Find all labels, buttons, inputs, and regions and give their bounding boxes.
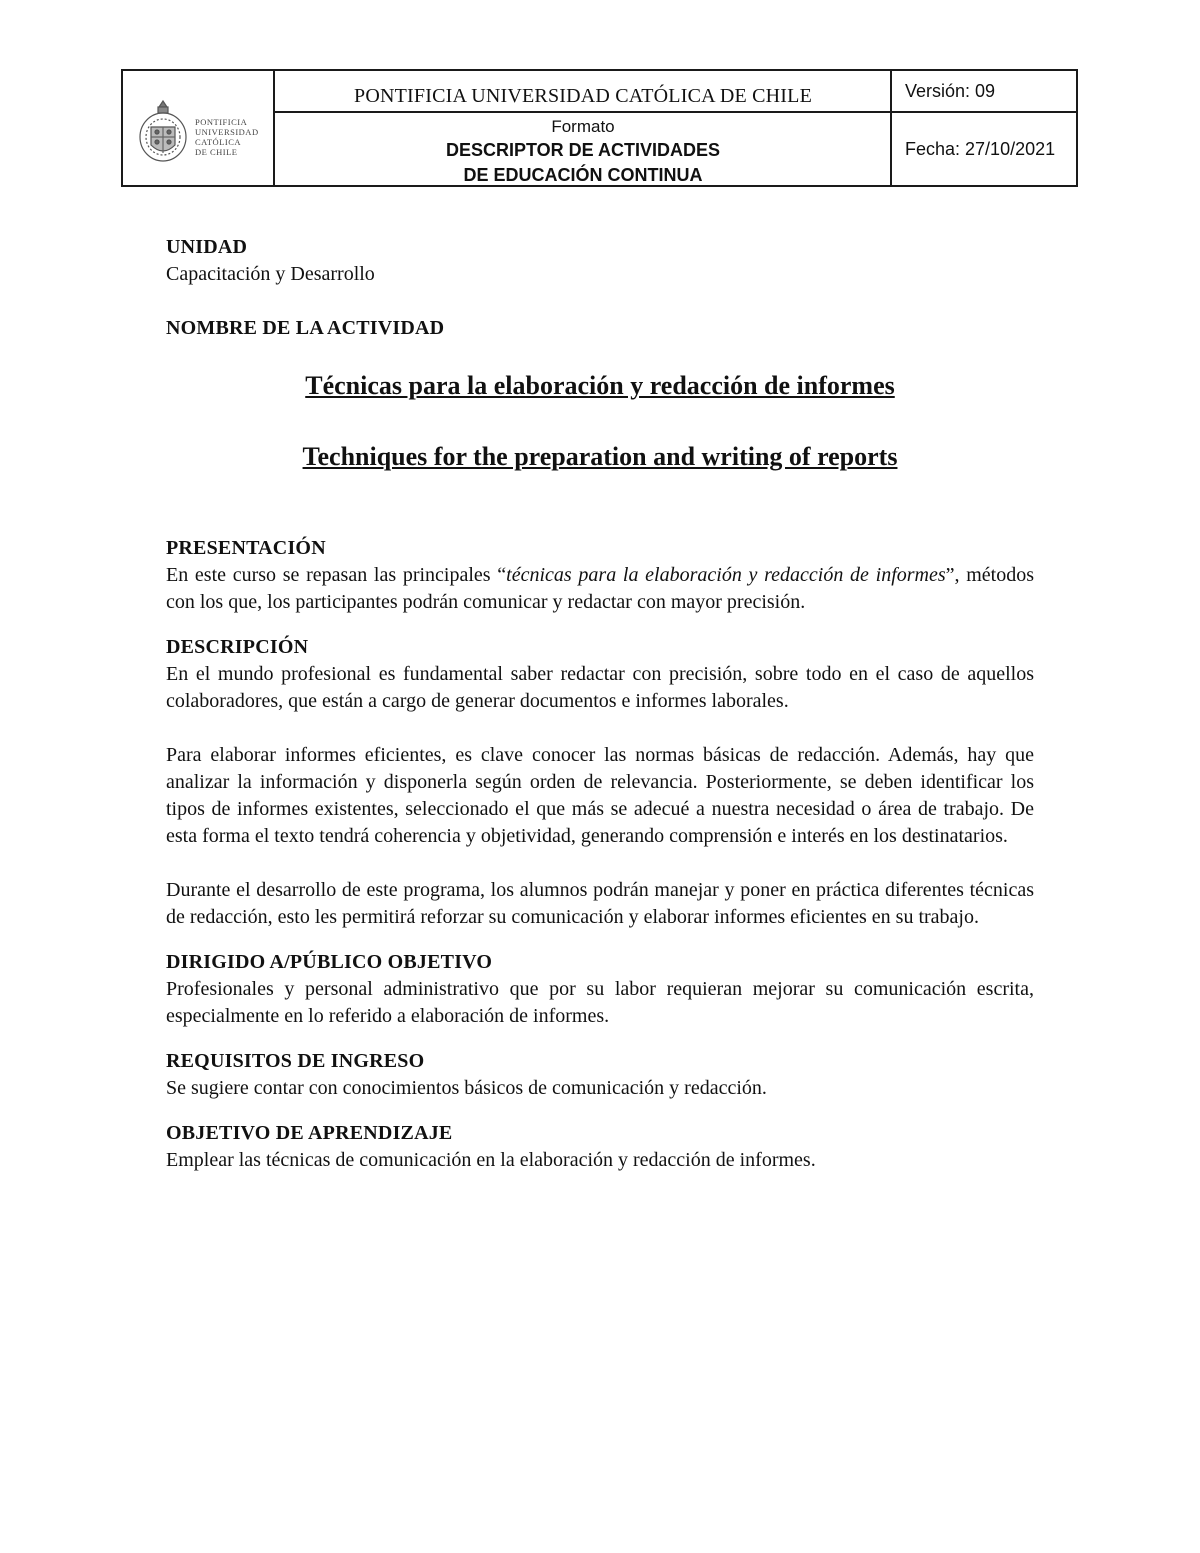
unidad-section [166, 234, 1034, 288]
descripcion-paragraph-3: Durante el desarrollo de este programa, los alumnos podrán manejar y poner en práctica diferentes técnicas de redacción, esto les permitirá reforzar su comunicación y elaborar informes eficientes en su trabajo. [166, 879, 1034, 928]
logo-wordmark: PONTIFICIA UNIVERSIDAD CATÓLICA DE CHILE [195, 117, 259, 157]
dirigido-text: Profesionales y personal administrativo que por su labor requieran mejorar su comunicación escrita, especialmente en lo referido a elaboración de informes. [166, 978, 1034, 1027]
nombre-section [166, 315, 1034, 473]
dirigido-heading: DIRIGIDO A/PÚBLICO OBJETIVO [166, 951, 493, 973]
university-name: PONTIFICIA UNIVERSIDAD CATÓLICA DE CHILE [354, 85, 812, 107]
requisitos-section [166, 1048, 1034, 1102]
nombre-heading: NOMBRE DE LA ACTIVIDAD [166, 317, 445, 339]
objetivo-section [166, 1120, 1034, 1174]
presentacion-heading: PRESENTACIÓN [166, 537, 326, 559]
format-label: Formato [551, 117, 615, 136]
descripcion-paragraph-2: Para elaborar informes eficientes, es clave conocer las normas básicas de redacción. Además, hay que analizar la información y disponerla según orden de relevancia. Posteriormente, se deben identificar los tipos de informes existentes, seleccionado el que más se adecué a nuestra necesidad o área de trabajo. De esta forma el texto tendrá coherencia y objetividad, generando comprensión e interés en los destinatarios. [166, 744, 1034, 847]
university-logo [137, 97, 267, 169]
descripcion-paragraph-1: En el mundo profesional es fundamental saber redactar con precisión, sobre todo en el caso de aquellos colaboradores, que están a cargo de generar documentos e informes laborales. [166, 663, 1034, 712]
document-header-table [121, 69, 1078, 187]
dirigido-section [166, 949, 1034, 1030]
document-date: Fecha: 27/10/2021 [905, 139, 1056, 159]
university-seal-icon [137, 97, 189, 169]
document-body [166, 234, 1034, 1174]
descripcion-section [166, 634, 1034, 931]
document-version: Versión: 09 [905, 81, 996, 101]
activity-title-en: Techniques for the preparation and writing of reports [302, 442, 898, 471]
document-title-line2: DE EDUCACIÓN CONTINUA [463, 165, 703, 185]
presentacion-text: En este curso se repasan las principales “técnicas para la elaboración y redacción de informes”, métodos con los que, los participantes podrán comunicar y redactar con mayor precisión. [166, 564, 1035, 613]
unidad-heading: UNIDAD [166, 236, 248, 258]
activity-title-es: Técnicas para la elaboración y redacción de informes [305, 371, 895, 400]
objetivo-heading: OBJETIVO DE APRENDIZAJE [166, 1122, 453, 1144]
objetivo-text: Emplear las técnicas de comunicación en la elaboración y redacción de informes. [166, 1149, 816, 1171]
descripcion-heading: DESCRIPCIÓN [166, 636, 309, 658]
presentacion-section [166, 535, 1034, 616]
document-title-line1: DESCRIPTOR DE ACTIVIDADES [445, 140, 721, 160]
requisitos-text: Se sugiere contar con conocimientos básicos de comunicación y redacción. [166, 1077, 767, 1099]
unidad-value: Capacitación y Desarrollo [166, 263, 375, 285]
header-divider [273, 111, 1076, 113]
requisitos-heading: REQUISITOS DE INGRESO [166, 1050, 425, 1072]
